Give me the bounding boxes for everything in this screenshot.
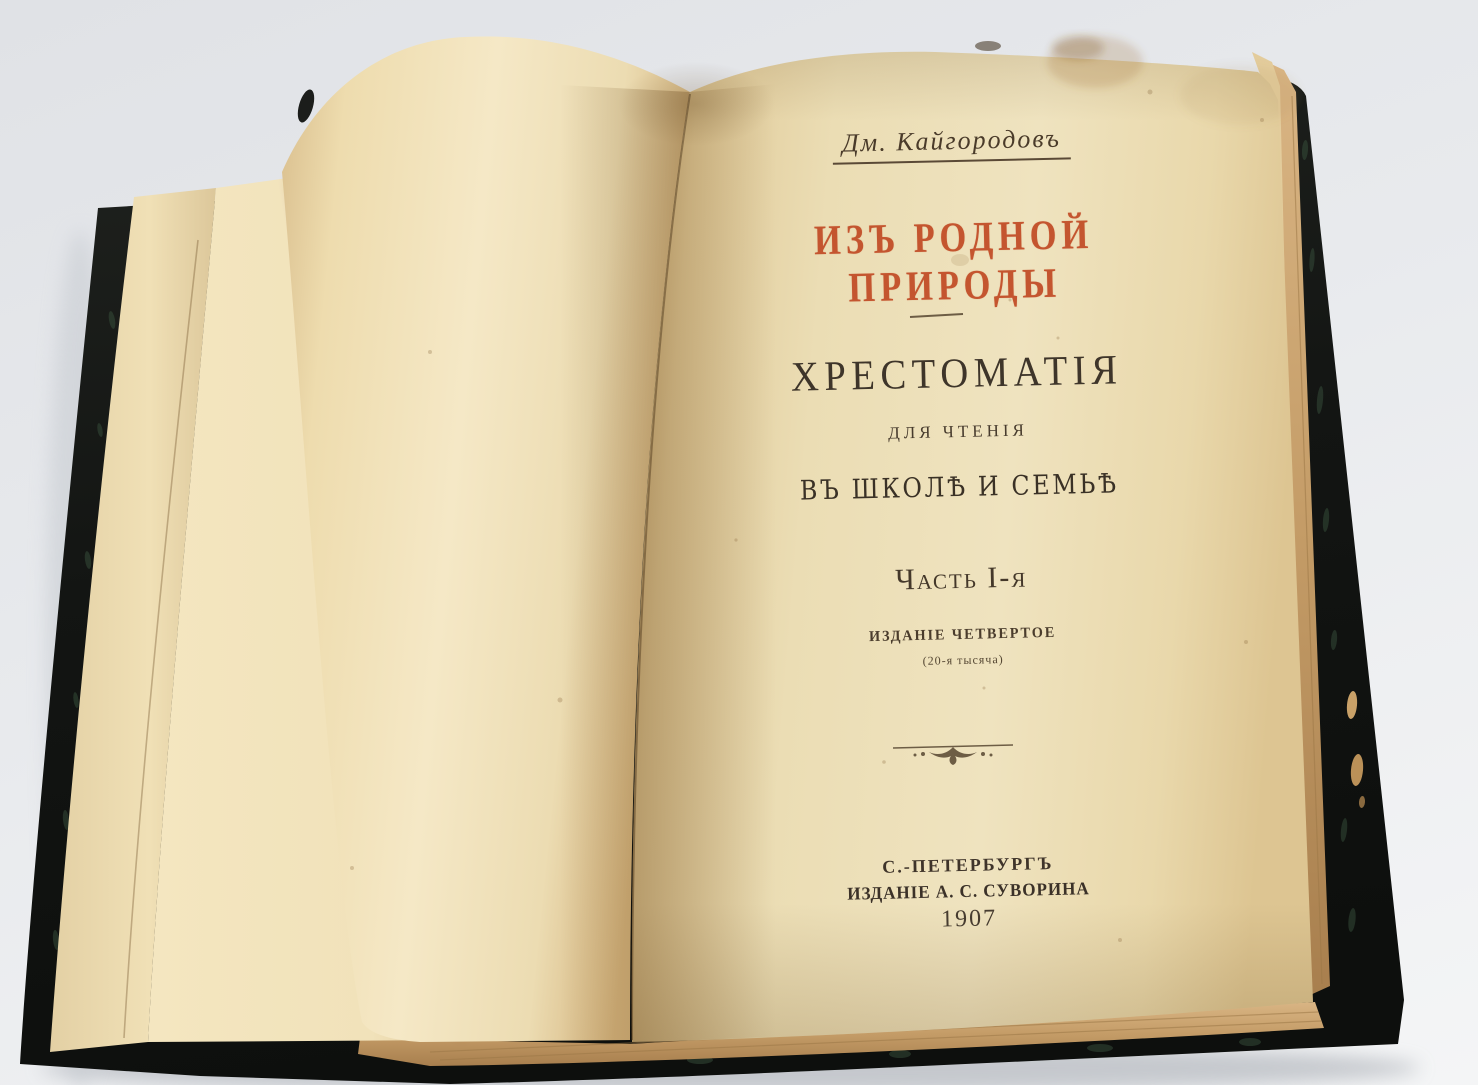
publisher-line: ИЗДАНІЕ А. С. СУВОРИНА (846, 878, 1090, 904)
genre-heading: ХРЕСТОМАТІЯ (790, 347, 1123, 401)
part-number: Часть I-я (894, 560, 1028, 597)
author-name: Дм. Кайгородовъ (651, 119, 1252, 163)
edition-line: ИЗДАНІЕ ЧЕТВЕРТОЕ (868, 624, 1057, 646)
purpose-line-2: ВЪ ШКОЛѢ И СЕМЬѢ (799, 468, 1119, 507)
book-title: ИЗЪ РОДНОЙ ПРИРОДЫ (813, 211, 1094, 312)
city-line: С.-ПЕТЕРБУРГЪ (882, 852, 1054, 877)
year-line: 1907 (940, 905, 998, 933)
gutter-valley-shadow (618, 62, 774, 146)
purpose-line-1: ДЛЯ ЧТЕНІЯ (887, 420, 1029, 443)
print-run: (20-я тысяча) (922, 652, 1004, 668)
